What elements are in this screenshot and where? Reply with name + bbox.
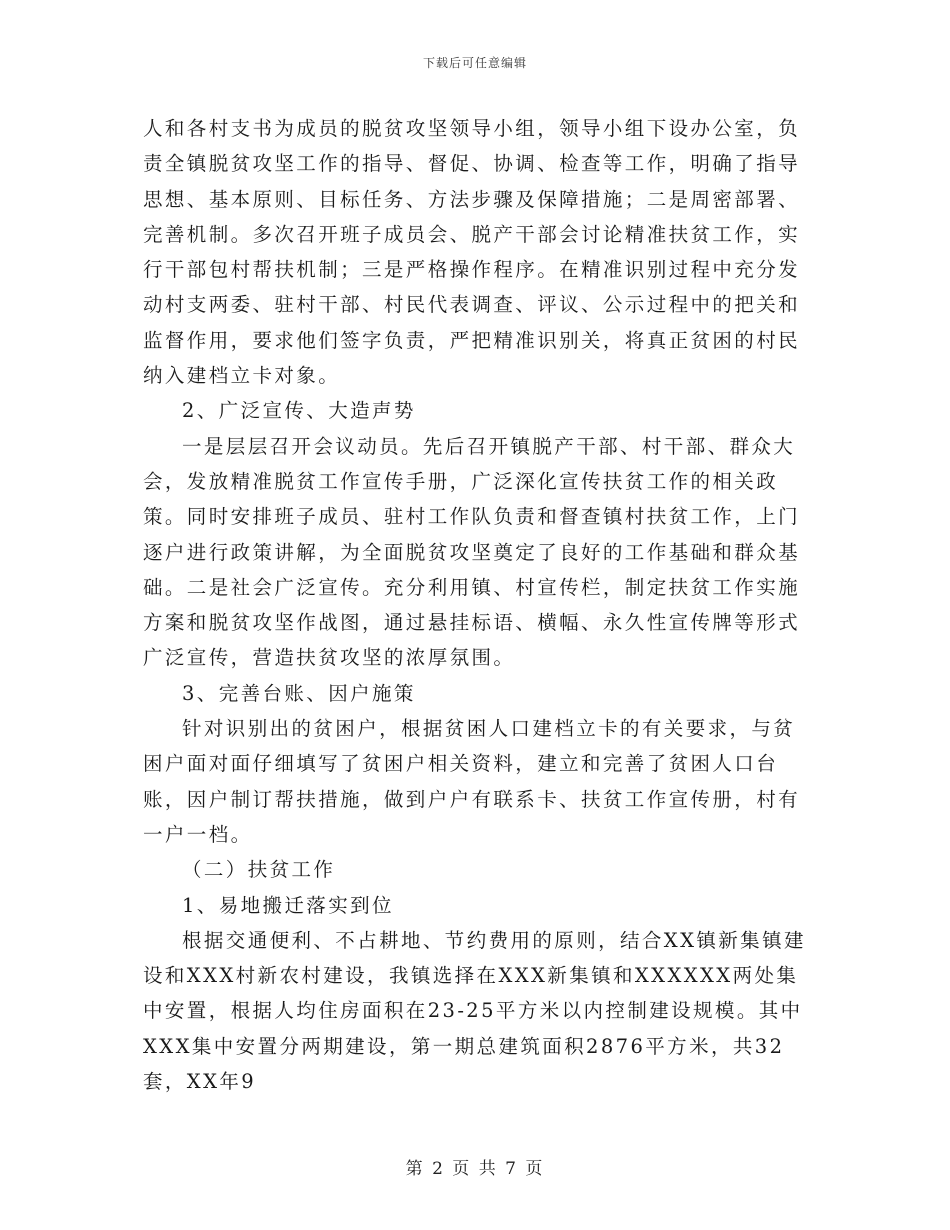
paragraph-3: 一是层层召开会议动员。先后召开镇脱产干部、村干部、群众大会，发放精准脱贫工作宣传手册，广泛深化宣传扶贫工作的相关政策。同时安排班子成员、驻村工作队负责和督查镇村扶贫工作，上门逐户进行政策讲解，为全面脱贫攻坚奠定了良好的工作基础和群众基础。二是社会广泛宣传。充分利用镇、村宣传栏，制定扶贫工作实施方案和脱贫攻坚作战图，通过悬挂标语、横幅、永久性宣传牌等形式广泛宣传，营造扶贫攻坚的浓厚氛围。: [143, 434, 801, 670]
section-heading-relocation: 1、易地搬迁落实到位: [182, 893, 394, 917]
paragraph-8: 根据交通便利、不占耕地、节约费用的原则，结合XX镇新集镇建设和XXX村新农村建设，我镇选择在XXX新集镇和XXXXXX两处集中安置，根据人均住房面积在23-25平方米以内控制建设规模。其中XXX集中安置分两期建设，第一期总建筑面积2876平方米，共32套，XX年9: [143, 928, 806, 1094]
page-number: 第 2 页 共 7 页: [405, 1159, 545, 1179]
section-heading-3: 3、完善台账、因户施策: [182, 681, 416, 705]
section-heading-2: 2、广泛宣传、大造声势: [182, 399, 416, 423]
body-text: [143, 111, 811, 1099]
section-heading-poverty-work: （二）扶贫工作: [182, 858, 336, 882]
page-header-note: 下载后可任意编辑: [422, 56, 527, 70]
paragraph-5: 针对识别出的贫困户，根据贫困人口建档立卡的有关要求，与贫困户面对面仔细填写了贫困户相关资料，建立和完善了贫困人口台账，因户制订帮扶措施，做到户户有联系卡、扶贫工作宣传册，村有一户一档。: [143, 717, 801, 846]
paragraph-1: 人和各村支书为成员的脱贫攻坚领导小组，领导小组下设办公室，负责全镇脱贫攻坚工作的指导、督促、协调、检查等工作，明确了指导思想、基本原则、目标任务、方法步骤及保障措施；二是周密部署、完善机制。多次召开班子成员会、脱产干部会讨论精准扶贫工作，实行干部包村帮扶机制；三是严格操作程序。在精准识别过程中充分发动村支两委、驻村干部、村民代表调查、评议、公示过程中的把关和监督作用，要求他们签字负责，严把精准识别关，将真正贫困的村民纳入建档立卡对象。: [143, 117, 801, 388]
